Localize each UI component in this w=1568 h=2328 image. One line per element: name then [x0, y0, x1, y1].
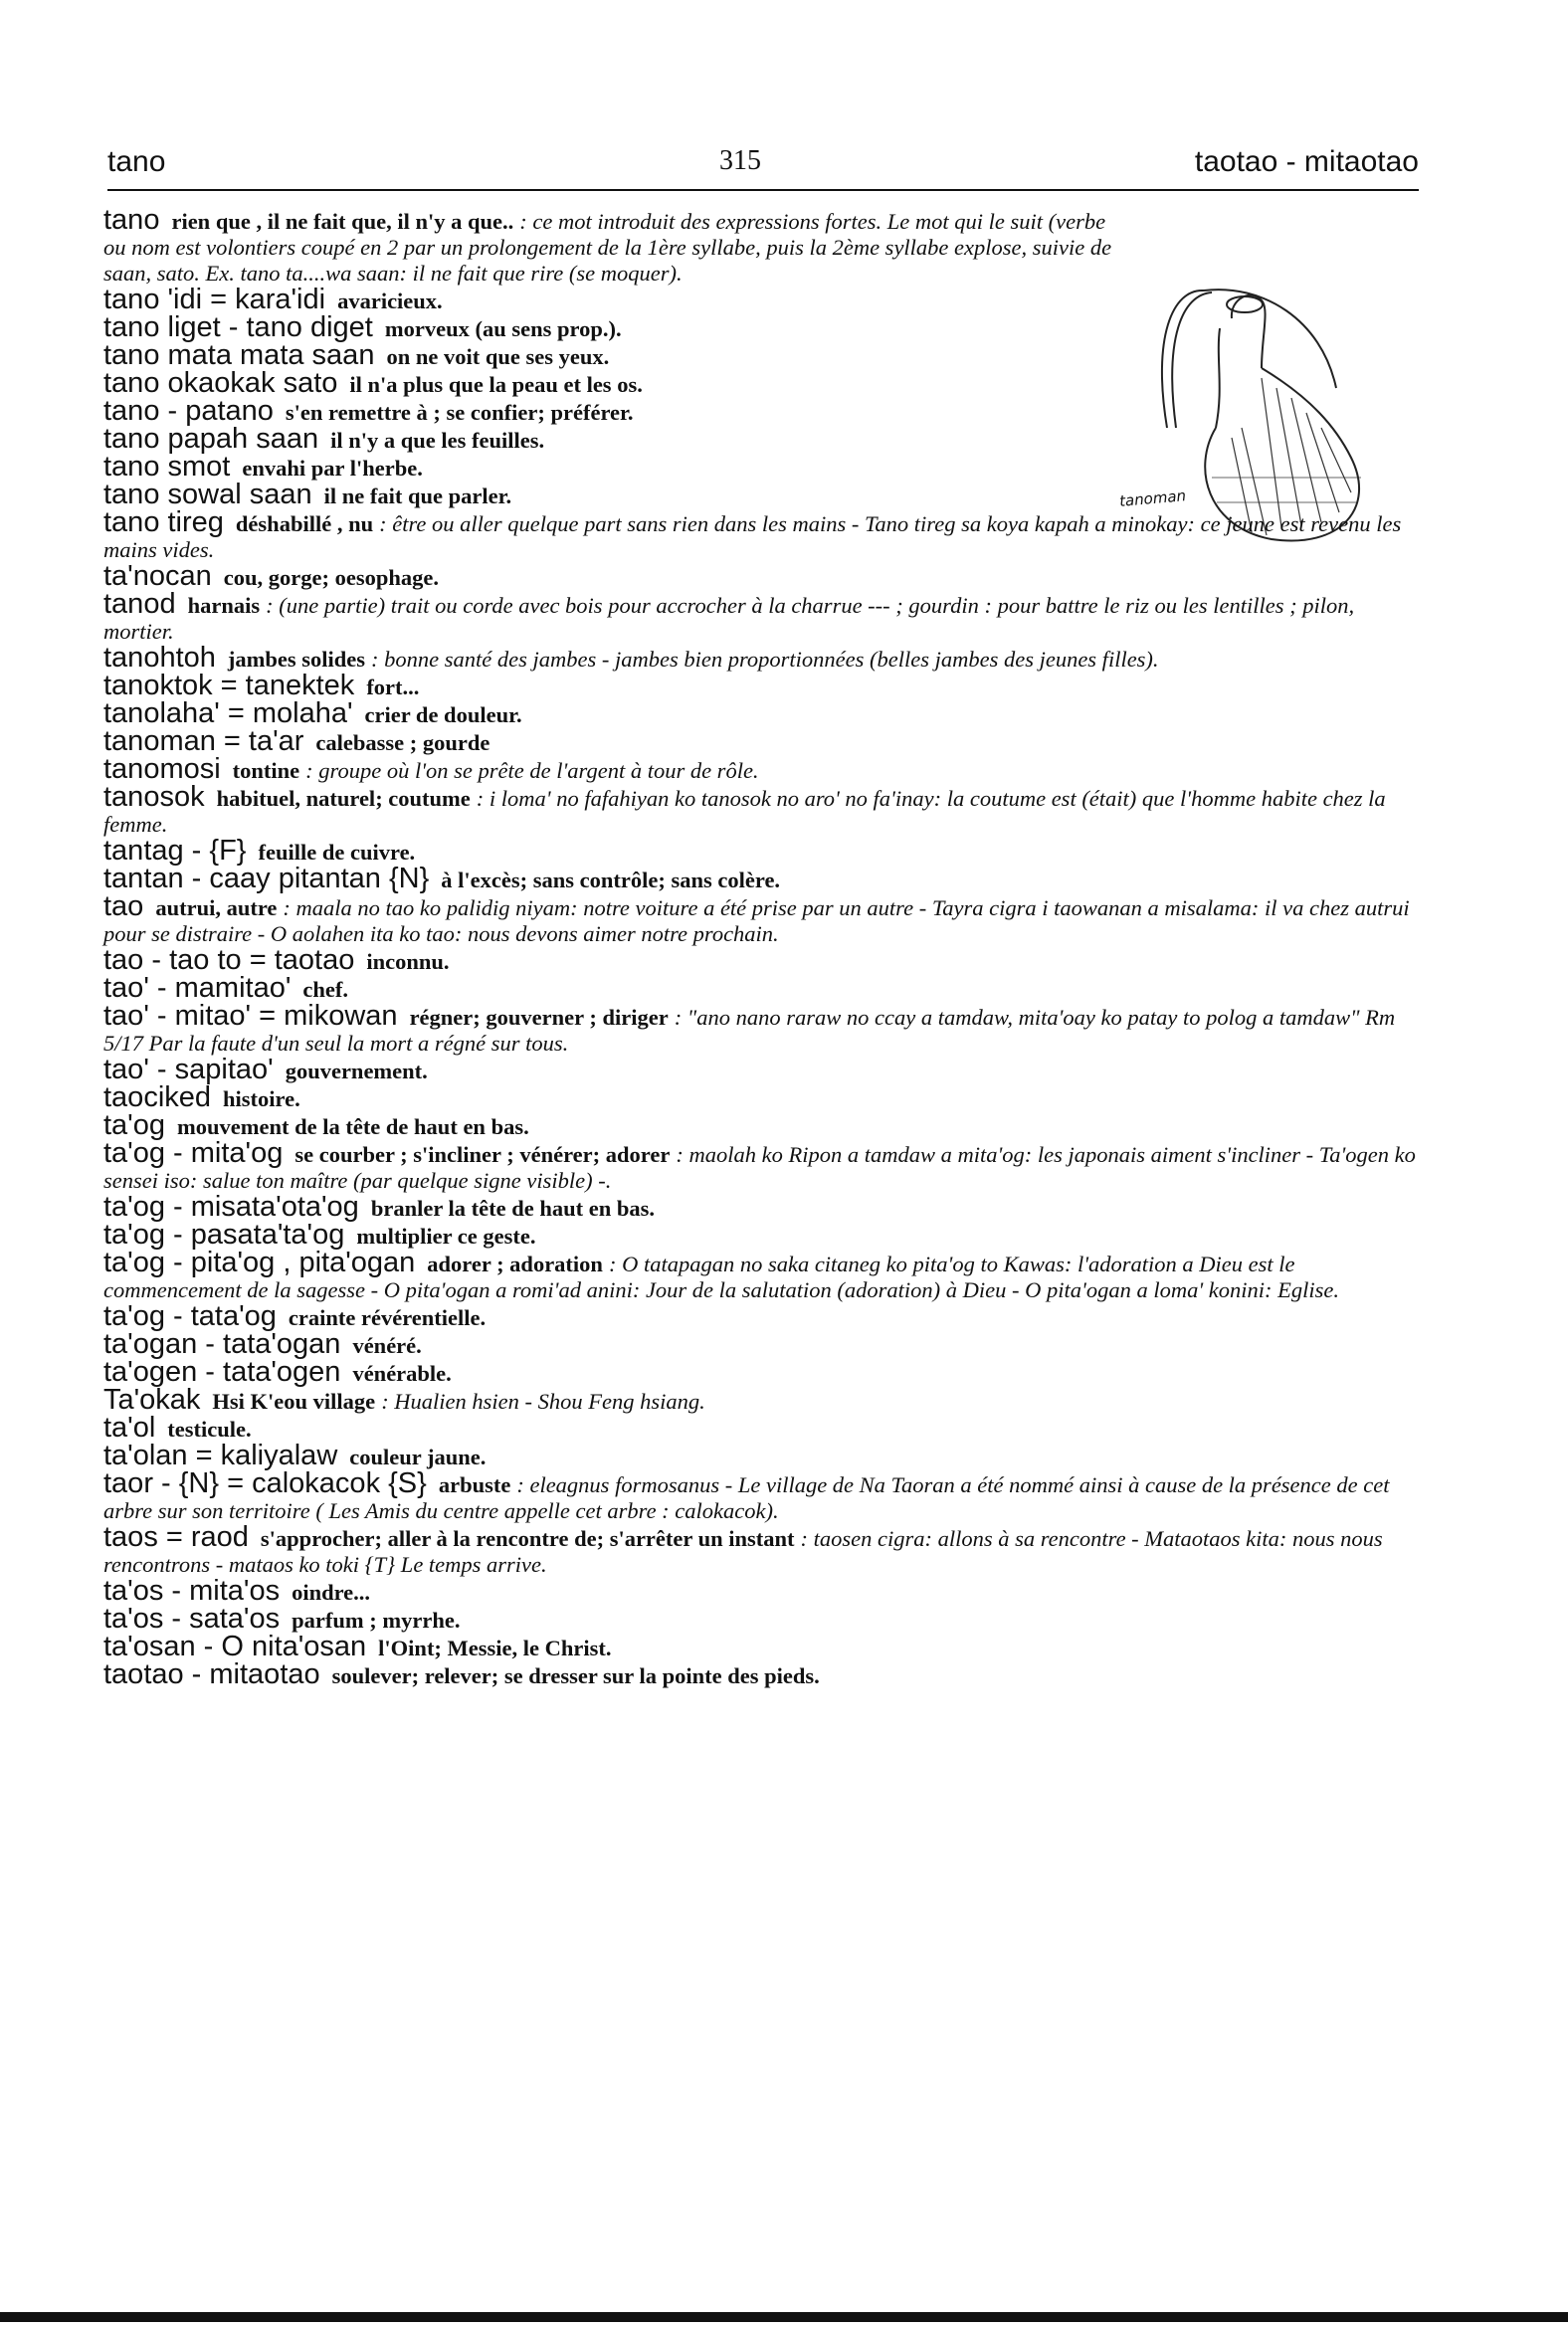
- entry-example: : ce mot introduit des expressions fortes. Le mot qui le suit (verbe ou nom est volontiers coupé en 2 par un prolongement de la 1ère syllabe, puis la 2ème syllabe explose, suivie de saan, sato. Ex. tano ta....wa saan: il ne fait que rire (se moquer).: [103, 209, 1112, 286]
- dictionary-entry: [103, 835, 1419, 867]
- entry-headword: ta'og - misata'ota'og: [103, 1191, 359, 1223]
- entry-definition: crier de douleur.: [364, 702, 522, 727]
- entry-definition: multiplier ce geste.: [356, 1224, 536, 1249]
- entry-headword: ta'ogan - tata'ogan: [103, 1328, 341, 1360]
- dictionary-entry: [103, 423, 1419, 455]
- bottom-rule: [0, 2312, 1568, 2322]
- entry-example: : groupe où l'on se prête de l'argent à tour de rôle.: [305, 758, 759, 783]
- dictionary-entry: [103, 1603, 1419, 1635]
- entry-headword: ta'og: [103, 1109, 165, 1141]
- entry-example: : taosen cigra: allons à sa rencontre - Mataotaos kita: nous nous rencontrons - mataos ko toki {T} Le temps arrive.: [103, 1526, 1383, 1577]
- dictionary-entry: [103, 1191, 1419, 1223]
- entry-headword: ta'olan = kaliyalaw: [103, 1440, 338, 1471]
- dictionary-entry: [103, 311, 1419, 343]
- entry-definition: s'approcher; aller à la rencontre de; s'arrêter un instant: [260, 1526, 795, 1551]
- entry-headword: ta'os - mita'os: [103, 1575, 281, 1607]
- entry-headword: ta'ogen - tata'ogen: [103, 1356, 341, 1388]
- entry-definition: déshabillé , nu: [235, 511, 374, 536]
- entry-headword: tano papah saan: [103, 423, 319, 455]
- dictionary-entry: [103, 1300, 1419, 1332]
- dictionary-entry: [103, 1575, 1419, 1607]
- entry-headword: taor - {N} = calokacok {S}: [103, 1467, 427, 1499]
- entry-definition: gouvernement.: [285, 1059, 428, 1083]
- entry-definition: rien que , il ne fait que, il n'y a que..: [171, 209, 514, 234]
- dictionary-entry: [103, 204, 1118, 287]
- entry-example: : (une partie) trait ou corde avec bois pour accrocher à la charrue --- ; gourdin : pour battre le riz ou les lentilles ; pilon, mortier.: [103, 593, 1355, 644]
- dictionary-entry: [103, 1109, 1419, 1141]
- entry-definition: soulever; relever; se dresser sur la pointe des pieds.: [331, 1663, 820, 1688]
- entry-definition: testicule.: [167, 1417, 252, 1442]
- dictionary-entry: [103, 1328, 1419, 1360]
- entry-definition: il ne fait que parler.: [323, 484, 512, 508]
- dictionary-entry: [103, 1137, 1419, 1194]
- entry-definition: se courber ; s'incliner ; vénérer; adorer: [294, 1142, 671, 1167]
- entry-definition: fort...: [366, 675, 420, 699]
- dictionary-entry: [103, 1081, 1419, 1113]
- dictionary-entry: [103, 670, 1419, 701]
- entry-definition: couleur jaune.: [349, 1445, 487, 1469]
- dictionary-entry: [103, 781, 1419, 838]
- entry-headword: tanohtoh: [103, 642, 216, 674]
- entry-definition: s'en remettre à ; se confier; préférer.: [285, 400, 634, 425]
- dictionary-entry: [103, 1247, 1419, 1303]
- dictionary-entry: [103, 1412, 1419, 1444]
- entry-headword: tano 'idi = kara'idi: [103, 284, 326, 315]
- entry-definition: habituel, naturel; coutume: [216, 786, 471, 811]
- entry-headword: Ta'okak: [103, 1384, 201, 1416]
- entry-headword: tanoman = ta'ar: [103, 725, 304, 757]
- entry-definition: vénérable.: [352, 1361, 452, 1386]
- entry-example: : O tatapagan no saka citaneg ko pita'og to Kawas: l'adoration a Dieu est le commencement de la sagesse - O pita'ogan a romi'ad anini: Jour de la salutation (adoration) à Dieu - O pita'ogan a loma' konini: Eglise.: [103, 1252, 1340, 1302]
- entry-definition: on ne voit que ses yeux.: [386, 344, 610, 369]
- entry-headword: tano sowal saan: [103, 479, 312, 510]
- entry-example: : "ano nano raraw no ccay a tamdaw, mita'oay ko patay to polog a tamdaw" Rm 5/17 Par la faute d'un seul la mort a régné sur tous.: [103, 1005, 1396, 1056]
- dictionary-entry: [103, 863, 1419, 894]
- entry-headword: tantan - caay pitantan {N}: [103, 863, 430, 894]
- entry-definition: autrui, autre: [155, 895, 278, 920]
- illustration-caption: tanoman: [1118, 486, 1187, 510]
- entry-headword: tano tireg: [103, 506, 224, 538]
- dictionary-entry: [103, 944, 1419, 976]
- entry-definition: avaricieux.: [337, 289, 443, 313]
- entry-definition: morveux (au sens prop.).: [384, 316, 622, 341]
- dictionary-entry: [103, 753, 1419, 785]
- entry-headword: ta'og - pasata'ta'og: [103, 1219, 345, 1251]
- entry-headword: tanod: [103, 588, 176, 620]
- entry-headword: ta'ol: [103, 1412, 156, 1444]
- entry-headword: ta'og - tata'og: [103, 1300, 277, 1332]
- dictionary-entry: [103, 1384, 1419, 1416]
- entry-headword: tantag - {F}: [103, 835, 247, 867]
- entry-headword: tanoktok = tanektek: [103, 670, 355, 701]
- entry-definition: mouvement de la tête de haut en bas.: [176, 1114, 529, 1139]
- entry-headword: tao: [103, 890, 144, 922]
- entry-headword: taociked: [103, 1081, 212, 1113]
- entry-headword: ta'osan - O nita'osan: [103, 1631, 367, 1662]
- dictionary-entry: [103, 1467, 1419, 1524]
- dictionary-entry: [103, 1000, 1419, 1057]
- entry-headword: tanosok: [103, 781, 205, 813]
- dictionary-entry: [103, 642, 1419, 674]
- entry-definition: histoire.: [223, 1086, 300, 1111]
- dictionary-entry: [103, 890, 1419, 947]
- entry-example: : bonne santé des jambes - jambes bien proportionnées (belles jambes des jeunes filles).: [371, 647, 1159, 672]
- entry-definition: jambes solides: [227, 647, 366, 672]
- entry-definition: calebasse ; gourde: [315, 730, 490, 755]
- entry-definition: crainte révérentielle.: [288, 1305, 487, 1330]
- entry-headword: tano smot: [103, 451, 231, 483]
- dictionary-entry: [103, 1356, 1419, 1388]
- dictionary-entry: [103, 451, 1419, 483]
- entry-definition: adorer ; adoration: [427, 1252, 603, 1276]
- entry-example: : être ou aller quelque part sans rien dans les mains - Tano tireg sa koya kapah a minokay: ce jeune est revenu les mains vides.: [103, 511, 1402, 562]
- dictionary-entry: [103, 339, 1419, 371]
- dictionary-entry: [103, 479, 1419, 510]
- dictionary-entry: [103, 1219, 1419, 1251]
- entry-definition: tontine: [232, 758, 300, 783]
- entry-example: : maolah ko Ripon a tamdaw a mita'og: les japonais aiment s'incliner - Ta'ogen ko sensei iso: salue ton maître (par quelque signe visible) -.: [103, 1142, 1416, 1193]
- entry-definition: branler la tête de haut en bas.: [370, 1196, 656, 1221]
- entry-definition: inconnu.: [366, 949, 450, 974]
- entry-headword: ta'og - mita'og: [103, 1137, 284, 1169]
- dictionary-entry: [103, 506, 1419, 563]
- entry-headword: tao' - sapitao': [103, 1054, 274, 1085]
- dictionary-entry: [103, 1658, 1419, 1690]
- entry-definition: parfum ; myrrhe.: [292, 1608, 461, 1633]
- dictionary-entry: [103, 1631, 1419, 1662]
- entry-definition: l'Oint; Messie, le Christ.: [378, 1636, 612, 1660]
- entry-headword: ta'og - pita'og , pita'ogan: [103, 1247, 416, 1278]
- entry-definition: vénéré.: [352, 1333, 422, 1358]
- entry-definition: feuille de cuivre.: [258, 840, 416, 865]
- entry-headword: tanolaha' = molaha': [103, 697, 353, 729]
- dictionary-entries: [103, 204, 1419, 1690]
- page-number: 315: [719, 145, 761, 176]
- dictionary-entry: [103, 1054, 1419, 1085]
- header-right-guideword: taotao - mitaotao: [1194, 145, 1419, 178]
- entry-headword: ta'os - sata'os: [103, 1603, 281, 1635]
- entry-definition: cou, gorge; oesophage.: [223, 565, 439, 590]
- entry-headword: tao' - mamitao': [103, 972, 292, 1004]
- entry-headword: tano - patano: [103, 395, 274, 427]
- dictionary-entry: [103, 367, 1419, 399]
- entry-definition: régner; gouverner ; diriger: [409, 1005, 669, 1030]
- entry-headword: tao - tao to = taotao: [103, 944, 355, 976]
- entry-definition: il n'y a que les feuilles.: [330, 428, 545, 453]
- entry-headword: tano mata mata saan: [103, 339, 375, 371]
- entry-example: : i loma' no fafahiyan ko tanosok no aro' no fa'inay: la coutume est (était) que l'homme habite chez la femme.: [103, 786, 1386, 837]
- dictionary-entry: [103, 972, 1419, 1004]
- entry-headword: taos = raod: [103, 1521, 249, 1553]
- entry-headword: tano liget - tano diget: [103, 311, 373, 343]
- entry-definition: oindre...: [292, 1580, 371, 1605]
- entry-example: : Hualien hsien - Shou Feng hsiang.: [381, 1389, 705, 1414]
- entry-headword: tanomosi: [103, 753, 221, 785]
- entry-definition: il n'a plus que la peau et les os.: [349, 372, 643, 397]
- dictionary-entry: [103, 560, 1419, 592]
- entry-definition: harnais: [187, 593, 261, 618]
- entry-headword: taotao - mitaotao: [103, 1658, 320, 1690]
- entry-headword: ta'nocan: [103, 560, 212, 592]
- dictionary-entry: [103, 697, 1419, 729]
- entry-headword: tano okaokak sato: [103, 367, 338, 399]
- entry-example: : maala no tao ko palidig niyam: notre voiture a été prise par un autre - Tayra cigra i taowanan a misalama: il va chez autrui pour se distraire - O aolahen ita ko tao: nous devons aimer notre prochain.: [103, 895, 1410, 946]
- dictionary-entry: [103, 588, 1419, 645]
- entry-headword: tao' - mitao' = mikowan: [103, 1000, 398, 1032]
- entry-definition: Hsi K'eou village: [212, 1389, 376, 1414]
- dictionary-entry: [103, 725, 1419, 757]
- entry-example: : eleagnus formosanus - Le village de Na Taoran a été nommé ainsi à cause de la présence de cet arbre sur son territoire ( Les Amis du centre appelle cet arbre : calokacok).: [103, 1472, 1390, 1523]
- entry-definition: chef.: [302, 977, 348, 1002]
- dictionary-entry: [103, 1521, 1419, 1578]
- header-left-guideword: tano: [107, 145, 166, 178]
- entry-definition: à l'excès; sans contrôle; sans colère.: [441, 868, 781, 892]
- dictionary-entry: [103, 284, 1419, 315]
- entry-definition: envahi par l'herbe.: [242, 456, 423, 481]
- dictionary-entry: [103, 395, 1419, 427]
- entry-definition: arbuste: [438, 1472, 511, 1497]
- entry-headword: tano: [103, 204, 160, 236]
- page-header: [107, 141, 1419, 191]
- dictionary-entry: [103, 1440, 1419, 1471]
